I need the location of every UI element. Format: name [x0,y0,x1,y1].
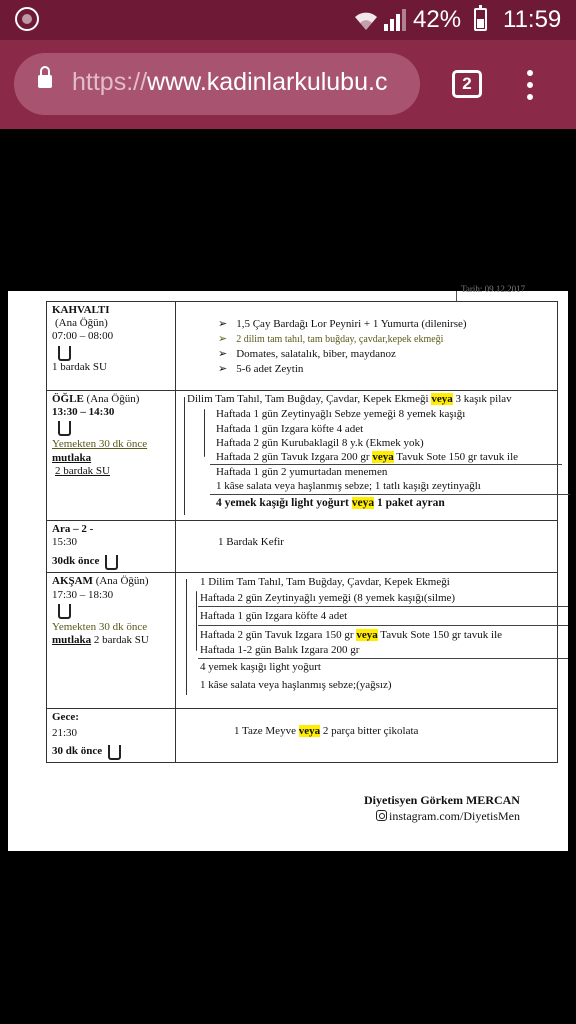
dinner-sub-bracket [196,591,197,651]
or-highlight: veya [431,393,453,405]
night-water-line [52,743,170,760]
address-bar[interactable] [14,53,420,115]
snack-title: Ara – 2 - [52,523,94,535]
dinner-chicken-line [200,629,502,642]
lunch-water-must: mutlaka [52,451,92,464]
lunch-salad: 1 kâse salata veya haşlanmış sebze; 1 tatlı kaşığı zeytinyağlı [216,480,481,492]
dinner-water-line [52,634,170,647]
overflow-menu-icon[interactable] [518,70,542,102]
battery-icon [474,8,487,31]
dinner-bread: 1 Dilim Tam Tahıl, Tam Buğday, Çavdar, Kepek Ekmeği [200,576,450,589]
url-scheme: https:// [72,68,148,96]
dinner-content-cell [176,573,558,709]
breakfast-subtitle: (Ana Öğün) [55,317,108,330]
dinner-water-amount: 2 bardak SU [93,633,149,646]
lunch-bread-b: 3 kaşık pilav [455,393,512,405]
wifi-icon [354,9,378,31]
dinner-yogurt: 4 yemek kaşığı light yoğurt [200,661,321,674]
breakfast-title: KAHVALTI [52,304,110,316]
lunch-subtitle: (Ana Öğün) [86,393,140,405]
dinner-chicken-a: Haftada 2 gün Tavuk Izgara 150 gr [200,629,354,642]
lunch-chicken-line [216,451,518,464]
dinner-fish: Haftada 1-2 gün Balık Izgara 200 gr [200,644,360,657]
instagram-handle: instagram.com/DiyetisMen [389,809,520,823]
water-glass-icon [58,604,71,619]
breakfast-row [47,302,558,391]
breakfast-item: ➢ 1,5 Çay Bardağı Lor Peyniri + 1 Yumurta (dilenirse) [218,318,467,331]
dinner-time: 17:30 – 18:30 [52,588,114,601]
dinner-label-cell [47,573,176,709]
or-highlight: veya [298,725,321,738]
lunch-weekly-item: Haftada 2 gün Kurubaklagil 8 y.k (Ekmek yok) [216,437,424,449]
lunch-weekly-item: Haftada 1 gün Zeytinyağlı Sebze yemeği 8 yemek kaşığı [216,408,466,420]
dinner-weekly-item: Haftada 1 gün Izgara köfte 4 adet [200,610,348,623]
snack-label-cell [47,521,176,573]
breakfast-water: 1 bardak SU [52,360,107,373]
lock-icon [38,75,52,88]
lunch-weekly-item: Haftada 1 gün Izgara köfte 4 adet [216,423,364,435]
water-glass-icon [105,555,118,570]
lunch-yogurt-a: 4 yemek kaşığı light yoğurt [216,497,349,509]
lunch-row [47,391,558,521]
lunch-title: ÖĞLE [52,393,84,405]
lunch-chicken-b: Tavuk Sote 150 gr tavuk ile [396,451,519,463]
date-header-text: Tarih: 09.12.2017 [461,284,526,294]
divider [198,658,568,659]
night-label-cell [47,709,176,763]
breakfast-time: 07:00 – 08:00 [52,330,114,343]
snack-content-cell [176,521,558,573]
dinner-salad: 1 kâse salata veya haşlanmış sebze;(yağsız) [200,679,392,692]
water-glass-icon [58,421,71,436]
url-host: www.kadinlarkulubu.c [147,68,388,96]
water-glass-icon [108,745,121,760]
dinner-title-line [52,575,170,588]
instagram-icon [376,810,387,821]
dinner-bracket [186,579,187,695]
lunch-bread-line [187,393,512,406]
night-content-cell [176,709,558,763]
notification-icon [15,7,39,31]
divider [210,494,570,495]
lunch-sub-bracket [204,409,205,457]
dinner-subtitle: (Ana Öğün) [95,575,149,588]
lunch-water-before: Yemekten 30 dk önce [52,438,148,451]
lunch-egg: Haftada 1 gün 2 yumurtadan menemen [216,466,388,478]
dinner-row [47,573,558,709]
status-bar [0,0,576,40]
snack-item: 1 Bardak Kefir [218,536,284,548]
night-chocolate: 2 parça bitter çikolata [322,725,419,738]
clock: 11:59 [503,6,562,33]
instagram-handle-line [376,809,520,824]
battery-percent: 42% [413,6,462,33]
dinner-chicken-b: Tavuk Sote 150 gr tavuk ile [380,629,503,642]
breakfast-item: ➢ Domates, salatalık, biber, maydanoz [218,348,396,361]
lunch-title-line [52,393,170,406]
breakfast-label-cell [47,302,176,391]
dinner-weekly-item: Haftada 2 gün Zeytinyağlı yemeği (8 yemek kaşığı(silme) [200,592,456,605]
divider [198,625,568,626]
url-text[interactable] [72,68,387,97]
signal-icon [384,9,406,31]
lunch-content-cell [176,391,558,521]
night-time: 21:30 [52,726,78,739]
browser-toolbar [0,40,576,129]
lunch-time: 13:30 – 14:30 [52,406,115,419]
snack-row [47,521,558,573]
diet-plan-image [8,284,568,851]
breakfast-item: ➢ 5-6 adet Zeytin [218,363,303,376]
night-row [47,709,558,763]
lunch-chicken-a: Haftada 2 gün Tavuk Izgara 200 gr [216,451,370,463]
lunch-bracket [184,397,185,515]
night-title: Gece: [52,711,79,724]
or-highlight: veya [372,451,394,463]
lunch-yogurt-b: 1 paket ayran [377,497,445,509]
lunch-water-amount: 2 bardak SU [55,464,110,477]
lunch-label-cell [47,391,176,521]
or-highlight: veya [351,497,375,509]
breakfast-item: ➢ 2 dilim tam tahıl, tam buğday, çavdar,kepek ekmeği [218,333,443,346]
night-item-line [234,725,418,738]
breakfast-content-cell [176,302,558,391]
snack-time: 15:30 [52,536,78,549]
dinner-water-before: Yemekten 30 dk önce [52,620,148,633]
divider [210,464,562,465]
snack-water: 30dk önce [52,555,100,568]
tab-switcher-button[interactable]: 2 [452,70,482,98]
dinner-water-must: mutlaka [52,633,92,646]
snack-water-line [52,553,170,570]
water-glass-icon [58,346,71,361]
night-fruit: 1 Taze Meyve [234,725,296,738]
divider [198,606,568,607]
lunch-yogurt-line [216,497,445,511]
lunch-bread-a: Dilim Tam Tahıl, Tam Buğday, Çavdar, Kepek Ekmeği [187,393,429,405]
dinner-title: AKŞAM [52,575,93,588]
diet-table [46,301,558,763]
night-water: 30 dk önce [52,744,103,757]
or-highlight: veya [356,629,378,642]
dietitian-name: Diyetisyen Görkem MERCAN [364,793,520,807]
